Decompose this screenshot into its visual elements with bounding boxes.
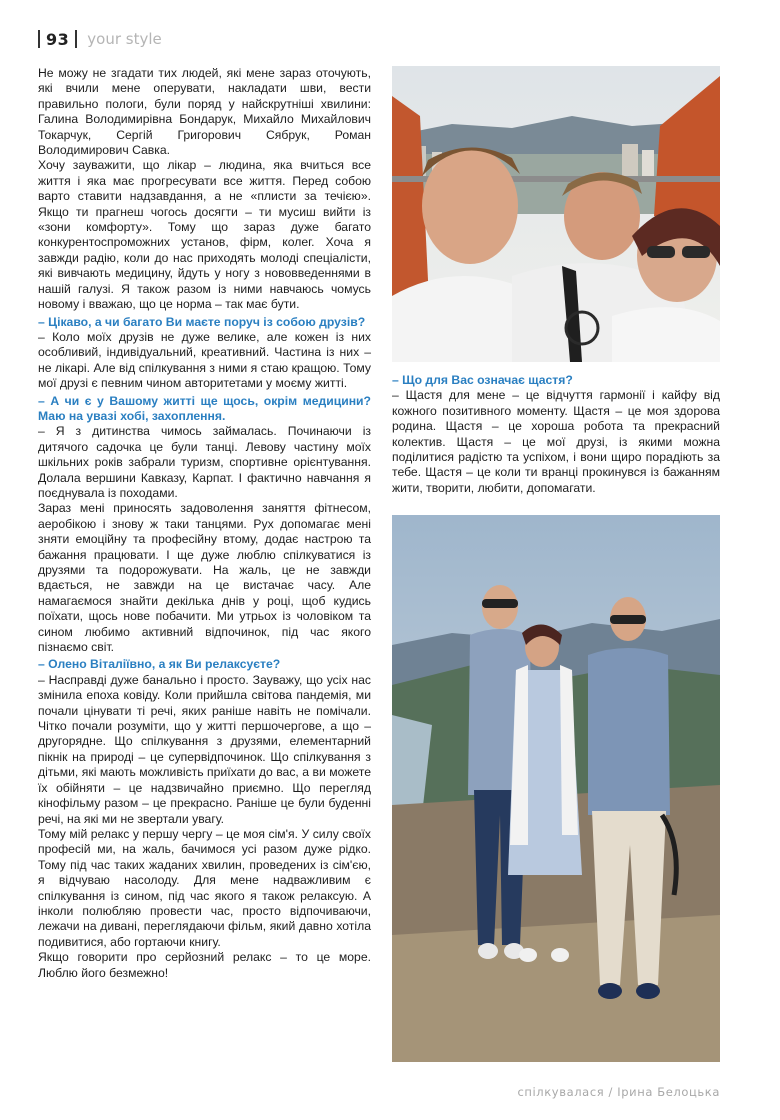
interview-question: – Олено Віталіївно, а як Ви релаксуєте? [38,657,281,672]
section-title: your style [87,30,162,48]
page-header [38,28,162,50]
left-text-column [38,66,371,981]
family-mountain-illustration [392,515,720,1062]
article-credit: спілкувалася / Ірина Белоцька [517,1085,720,1099]
paragraph: Хочу зауважити, що лікар – людина, яка вчиться все життя і яка має прогресувати все життя. Перед собою варто ставити надзавдання, а не «плисти за течією». Якщо ти прагнеш чогось досягти – ти мусиш вийти із «зони комфорту». Тому що зараз дуже багато конкурентоспроможних установ, фірм, колег. Хоча я завжди радію, коли до нас приходять молоді спеціалісти, які вивчають медицину, йдуть у ногу з нововведеннями в нашій галузі. Я також разом із ними навчаюсь чомусь новому і вважаю, що це норма – так має бути. [38,158,371,312]
interview-question: – Що для Вас означає щастя? [392,373,573,387]
paragraph: – Щастя для мене – це відчуття гармонії і кайфу від кожного позитивного моменту. Щастя – це моя здорова родина. Щастя – це хороша робота та прекрасний колектив. Щастя – це мої друзі, із якими можна поділитися радістю та успіхом, і вони щиро порадіють за тебе. Щастя – це коли ти вранці прокинувся із бажанням жити, творити, любити, допомагати. [392,388,720,495]
paragraph: Тому мій релакс у першу чергу – це моя сім'я. У силу своїх професій ми, на жаль, бачимося усі разом дуже рідко. Тому під час таких жаданих хвилин, проведених із сім'єю, я відчуваю насолоду. Для мене надважливим є спілкування із сином, під час якого я також релаксую. А інколи полюбляю провести час, просто відпочиваючи, лежачи на дивані, переглядаючи фільм, який давно хотіла подивитися, або гортаючи книгу. [38,826,371,949]
paragraph: – Коло моїх друзів не дуже велике, але кожен із них особливий, індивідуальний, креативний. Частина із них – не лікарі. Але від спілкування з ними я стаю кращою. Тому мої друзі є певним чином авторитетами у моєму житті. [38,329,371,391]
paragraph: – Насправді дуже банально і просто. Зауважу, що усіх нас змінила епоха ковіду. Коли прийшла світова пандемія, ми почали цінувати ті речі, яких раніше навіть не помічали. Чітко почали розуміти, що у житті першочергове, а що – другорядне. Що спілкування з друзями, елементарний пікнік на природі – це супервідпочинок. Що спілкування з дітьми, які мають можливість приїхати до вас, а ви можете їх обійняти – це надзвичайно приємно. Що перегляд кінофільму разом – це прекрасно. Раніше це були буденні речі, на які ми не звертали увагу. [38,672,371,826]
paragraph: Якщо говорити про серйозний релакс – то це море. Люблю його безмежно! [38,950,371,980]
page-number: 93 [46,29,70,49]
paragraph: Зараз мені приносять задоволення заняття фітнесом, аеробікою і знову ж таки танцями. Рух допомагає мені зняти емоційну та професійну втому, додає настрою та бажання працювати. І ще дуже люблю спілкуватися із друзями та подорожувати. На жаль, це не завжди вдається, не завжди на це вистачає часу. Але намагаємося знайти декілька днів у році, щоб кудись поїхати, щось нове побачити. Ми утрьох із чоловіком та сином любимо активний відпочинок, під час якого пізнаємо світ. [38,501,371,655]
paragraph: – Я з дитинства чимось займалась. Починаючи із дитячого садочка це були танці. Левову частину моїх шкільних років забрали туризм, спортивне орієнтування. Долала вершини Кавказу, Карпат. І фактично навчання я поєднувала із походами. [38,424,371,500]
interview-question: – Цікаво, а чи багато Ви маєте поруч із собою друзів? [38,314,366,329]
page-number-divider [75,30,77,48]
interview-question: – А чи є у Вашому житті ще щось, окрім медицини? Маю на увазі хобі, захоплення. [38,393,371,423]
family-mountain-photo [392,515,720,1062]
page-number-divider [38,30,40,48]
family-selfie-photo [392,66,720,362]
paragraph: Не можу не згадати тих людей, які мене зараз оточують, які вчили мене оперувати, накладати шви, вести правильно пологи, були поряд у найскрутніші хвилини: Галина Володимирівна Бондарук, Михайло Михайлович Токарчук, Сергій Григорович Сябрук, Роман Володимирович Савка. [38,66,371,158]
family-selfie-illustration [392,66,720,362]
right-text-column [392,373,720,496]
